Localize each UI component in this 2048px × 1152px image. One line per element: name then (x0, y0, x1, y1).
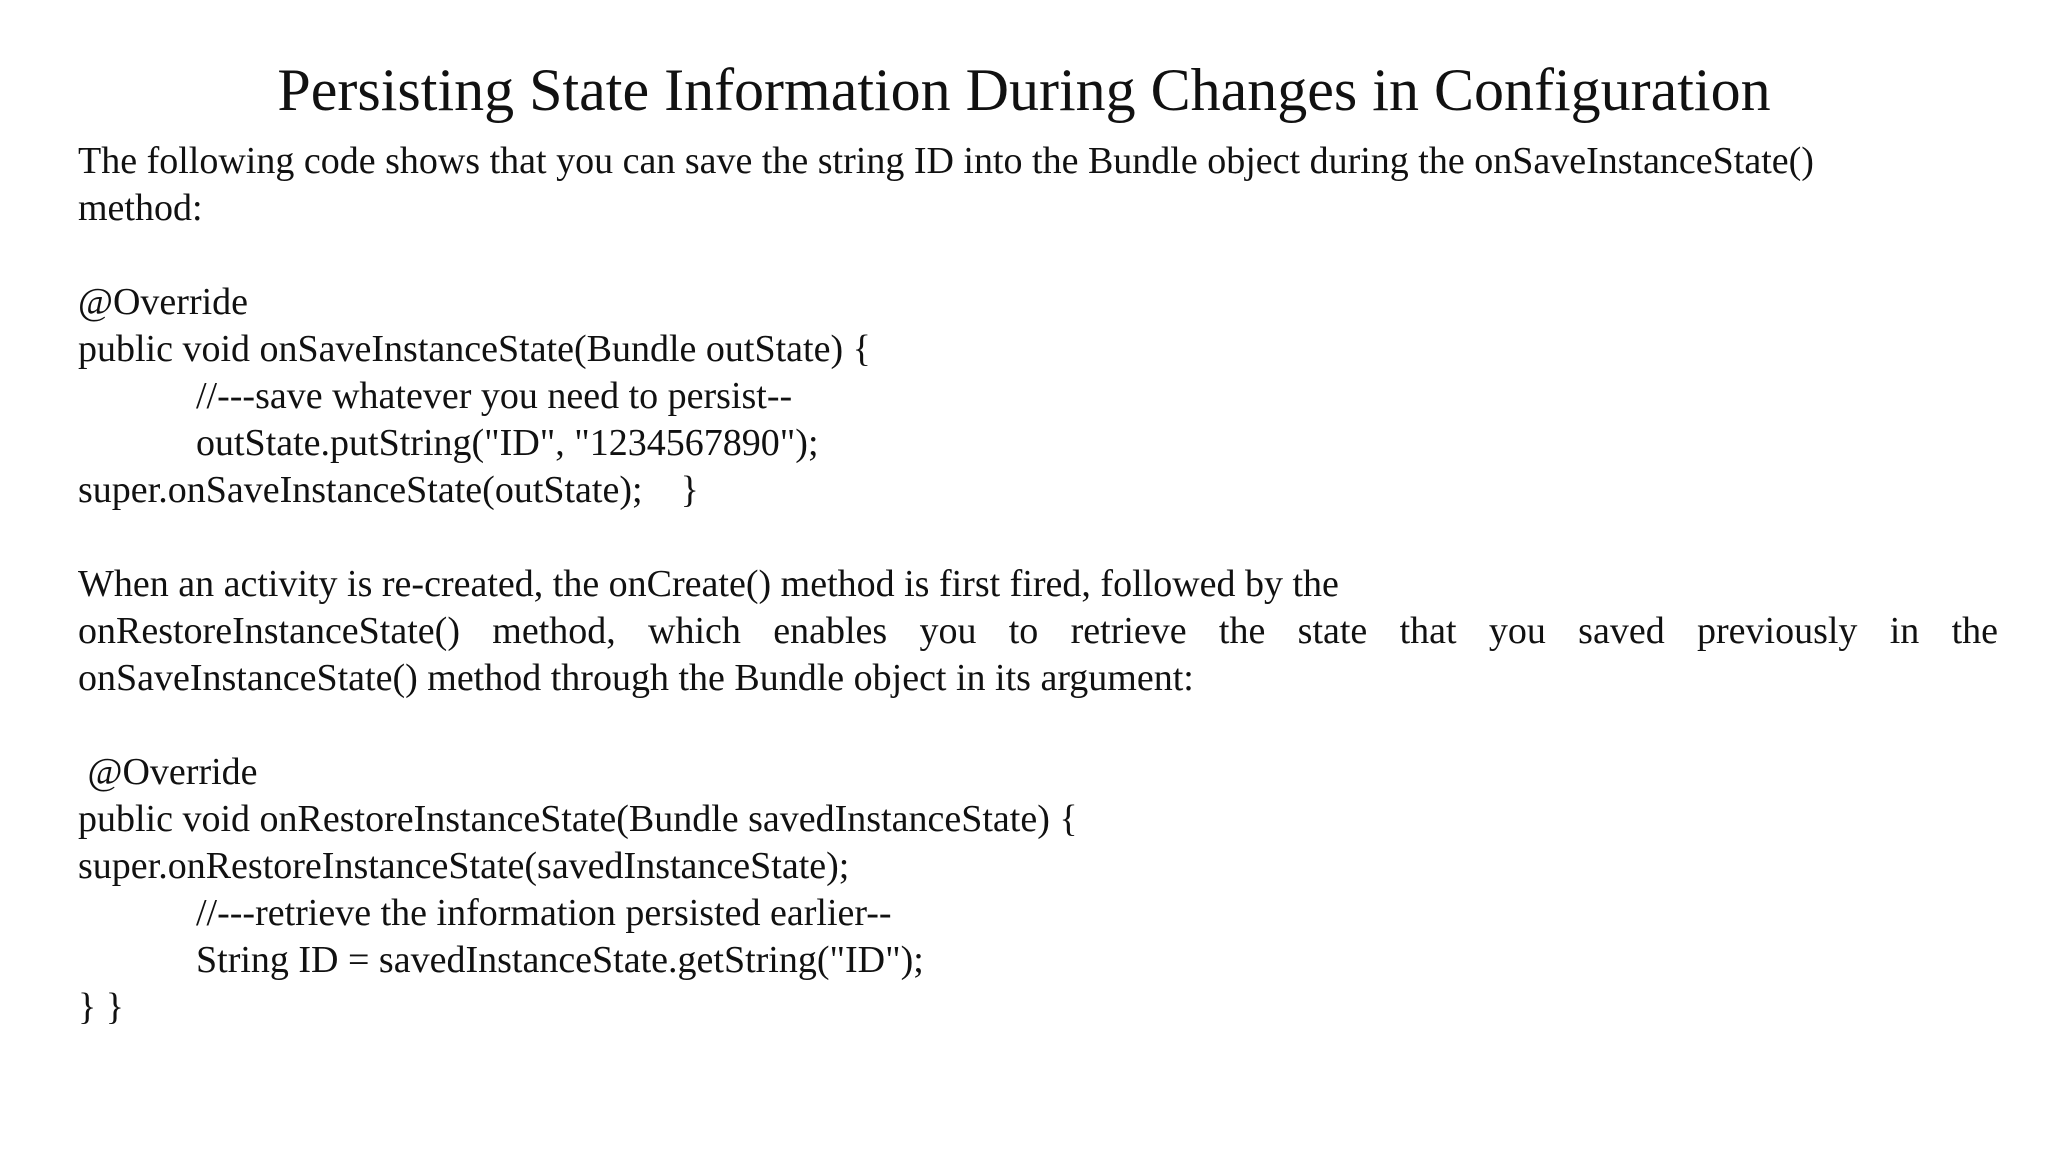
explanation-line-2: onRestoreInstanceState() method, which enables you to retrieve the state that you saved previously in the (78, 610, 1998, 652)
code-block-save (78, 279, 1998, 514)
code-restore-line-5: String ID = savedInstanceState.getString("ID"); (196, 939, 924, 981)
code-save-line-5: super.onSaveInstanceState(outState); } (78, 469, 699, 511)
code-block-restore (78, 749, 1998, 1031)
spacer (78, 514, 1998, 561)
explanation-paragraph (78, 561, 1998, 702)
slide-body (78, 138, 1998, 1031)
spacer (78, 702, 1998, 749)
intro-line-2: method: (78, 187, 203, 229)
explanation-line-1: When an activity is re-created, the onCreate() method is first fired, followed by the (78, 563, 1339, 605)
code-restore-line-4: //---retrieve the information persisted earlier-- (196, 892, 892, 934)
code-restore-line-3: super.onRestoreInstanceState(savedInstanceState); (78, 845, 850, 887)
spacer (78, 232, 1998, 279)
code-save-line-4: outState.putString("ID", "1234567890"); (196, 422, 819, 464)
code-restore-line-1: @Override (78, 751, 258, 793)
code-save-line-3: //---save whatever you need to persist-- (196, 375, 793, 417)
code-save-line-1: @Override (78, 281, 249, 323)
code-save-line-2: public void onSaveInstanceState(Bundle outState) { (78, 328, 871, 370)
slide-title: Persisting State Information During Changes in Configuration (277, 57, 1771, 123)
code-restore-line-6: } } (78, 986, 124, 1028)
intro-line-1: The following code shows that you can save the string ID into the Bundle object during the onSaveInstanceState() (78, 140, 1814, 182)
code-restore-line-2: public void onRestoreInstanceState(Bundle savedInstanceState) { (78, 798, 1078, 840)
explanation-line-3: onSaveInstanceState() method through the Bundle object in its argument: (78, 657, 1194, 699)
